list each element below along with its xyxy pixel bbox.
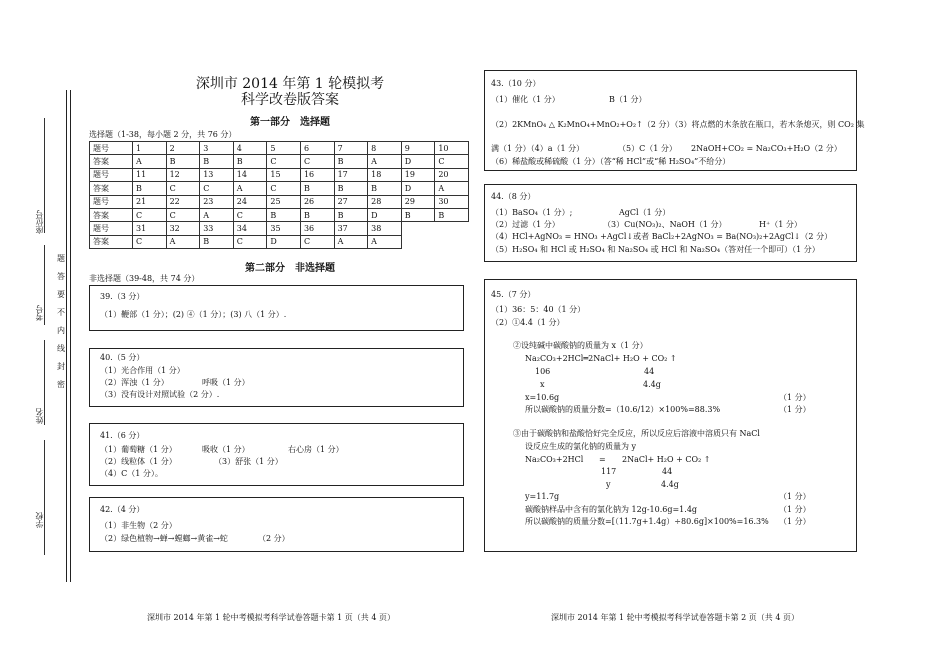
q45-result-x: x=10.6g (525, 393, 560, 402)
table-cell: C (267, 155, 301, 168)
table-cell: C (133, 235, 167, 248)
q39-heading: 39.（3 分） (100, 292, 145, 301)
table-cell: C (300, 235, 334, 248)
table-cell: B (166, 155, 200, 168)
table-cell: 9 (401, 142, 435, 155)
q41-heading: 41.（6 分） (100, 431, 145, 440)
table-cell: C (267, 182, 301, 195)
q44-answer-2a: （2）过滤（1 分） (491, 220, 560, 229)
table-cell: B (300, 182, 334, 195)
table-cell: B (334, 208, 368, 221)
seal-char: 要 (57, 290, 65, 299)
q40-answer-2a: （2）浑浊（1 分） (100, 378, 169, 387)
q44-answer-4: （5）H₂SO₄ 和 HCl 或 H₂SO₄ 和 Na₂SO₄ 或 HCl 和 Na₂SO₄（答对任一个即可）（1 分） (491, 245, 820, 254)
part2-title: 第二部分 非选择题 (245, 263, 335, 274)
table-cell: 20 (435, 168, 469, 181)
table-cell-empty (435, 222, 469, 235)
q42-answer-2a: （2）绿色植物→蝉→螳螂→黄雀→蛇 (100, 534, 228, 543)
answer-box-q41 (89, 423, 464, 486)
q45-percent-1: 所以碳酸钠的质量分数=（10.6/12）×100%=88.3% (525, 405, 721, 414)
seal-warning (56, 250, 66, 394)
table-cell: A (368, 235, 402, 248)
q45-nacl-mass: 碳酸钠样品中含有的氯化钠为 12g-10.6g=1.4g (525, 505, 698, 514)
q43-answer-4: （6）稀盐酸或稀硫酸（1 分）（答“稀 HCl”或“稀 H₂SO₄”不给分） (491, 157, 731, 166)
q41-answer-2a: （2）线粒体（1 分） (100, 457, 177, 466)
q45-score-3: （1 分） (779, 492, 811, 501)
table-cell: 答案 (90, 155, 133, 168)
q41-answer-1a: （1）葡萄糖（1 分） (100, 445, 177, 454)
q41-answer-3: （4）C（1 分）。 (100, 469, 163, 478)
table-cell: 22 (166, 195, 200, 208)
seal-char: 答 (57, 272, 65, 281)
q43-answer-1b: B（1 分） (609, 95, 647, 104)
answer-table (89, 141, 469, 249)
school-underline (44, 440, 45, 555)
q45-mass-106: 106 (535, 367, 551, 376)
table-cell: 14 (233, 168, 267, 181)
q40-answer-3: （3）没有设计对照试验（2 分）. (100, 390, 220, 399)
table-cell: C (300, 155, 334, 168)
binding-line-outer (66, 90, 67, 582)
q45-score-1: （1 分） (779, 393, 811, 402)
table-cell: A (200, 208, 234, 221)
binding-line-inner (70, 90, 71, 582)
q45-percent-2: 所以碳酸钠的质量分数=[（11.7g+1.4g）÷80.6g]×100%=16.3% (525, 517, 769, 526)
table-cell: A (233, 182, 267, 195)
q43-answer-3b: （5）C（1 分） (618, 144, 677, 153)
table-cell: C (200, 182, 234, 195)
table-cell: B (200, 155, 234, 168)
q45-var-x: x (540, 380, 545, 389)
table-cell-empty (435, 235, 469, 248)
q41-answer-2b: （3）舒张（1 分） (214, 457, 283, 466)
q45-score-5: （1 分） (779, 517, 811, 526)
exam-number-label: 考号 (35, 305, 44, 321)
table-cell: 23 (200, 195, 234, 208)
table-cell: B (300, 208, 334, 221)
table-cell: D (368, 208, 402, 221)
part2-note: 非选择题（39-48，共 74 分） (89, 274, 200, 283)
table-cell: B (334, 182, 368, 195)
table-row (90, 235, 469, 248)
table-cell-empty (401, 235, 435, 248)
table-cell: B (233, 155, 267, 168)
q43-heading: 43.（10 分） (491, 79, 541, 88)
q45-answer-2: （2）①4.4（1 分） (491, 318, 565, 327)
table-cell: 2 (166, 142, 200, 155)
q44-answer-1a: （1）BaSO₄（1 分）; (491, 208, 573, 217)
q45-mass-44: 44 (644, 367, 655, 376)
table-cell: 28 (368, 195, 402, 208)
table-cell: B (200, 235, 234, 248)
table-cell: 题号 (90, 168, 133, 181)
answer-box-q40 (89, 348, 464, 407)
q45-step2-setup: ②设纯碱中碳酸钠的质量为 x（1 分） (513, 341, 648, 350)
q45-result-y: y=11.7g (525, 492, 560, 501)
table-cell: A (435, 182, 469, 195)
q45-step3-line2: 设反应生成的氯化钠的质量为 y (525, 442, 637, 451)
seal-char: 不 (57, 308, 65, 317)
table-cell: 10 (435, 142, 469, 155)
table-cell: 8 (368, 142, 402, 155)
table-cell: 题号 (90, 195, 133, 208)
name-label: 姓名 (35, 408, 44, 424)
table-row (90, 208, 469, 221)
table-cell: 26 (300, 195, 334, 208)
q45-score-2: （1 分） (779, 405, 811, 414)
table-cell: C (233, 208, 267, 221)
q43-answer-3c: 2NaOH+CO₂ = Na₂CO₃+H₂O（2 分） (691, 144, 842, 153)
q44-answer-2b: （3）Cu(NO₃)₂、NaOH（1 分） (603, 220, 727, 229)
table-cell: 27 (334, 195, 368, 208)
table-cell: 38 (368, 222, 402, 235)
table-cell: 7 (334, 142, 368, 155)
table-cell: 答案 (90, 235, 133, 248)
table-cell: 29 (401, 195, 435, 208)
table-cell: B (267, 208, 301, 221)
table-row (90, 155, 469, 168)
q45-step3-line1: ③由于碳酸钠和盐酸恰好完全反应，所以反应后溶液中溶质只有 NaCl (513, 429, 760, 438)
table-cell: B (401, 208, 435, 221)
table-cell: 题号 (90, 222, 133, 235)
answer-box-q42 (89, 497, 464, 552)
q39-answer-1: （1）鞭部（1 分）；(2) ④（1 分）；(3) 八（1 分）. (100, 310, 287, 319)
q45-mass-117: 117 (601, 467, 617, 476)
q44-answer-3: （4）HCl+AgNO₃ = HNO₃ +AgCl↓或者 BaCl₂+2AgNO₃ = Ba(NO₃)₂+2AgCl↓（2 分） (491, 232, 833, 241)
table-cell: 13 (200, 168, 234, 181)
table-cell: 1 (133, 142, 167, 155)
table-row (90, 182, 469, 195)
table-row (90, 168, 469, 181)
table-cell: 32 (166, 222, 200, 235)
table-cell: C (166, 182, 200, 195)
footer-page-2: 深圳市 2014 年第 1 轮中考模拟考科学试卷答题卡第 2 页（共 4 页） (551, 613, 799, 622)
part1-title: 第一部分 选择题 (250, 117, 330, 128)
page-subtitle: 科学改卷版答案 (241, 92, 339, 108)
table-cell: 18 (368, 168, 402, 181)
seal-char: 内 (57, 326, 65, 335)
table-cell: 题号 (90, 142, 133, 155)
seal-char: 线 (57, 344, 65, 353)
q40-answer-1: （1）光合作用（1 分） (100, 366, 185, 375)
table-cell: 25 (267, 195, 301, 208)
table-cell: 4 (233, 142, 267, 155)
table-cell-empty (401, 222, 435, 235)
table-cell: 5 (267, 142, 301, 155)
table-cell: B (435, 208, 469, 221)
table-row (90, 195, 469, 208)
part1-note: 选择题（1-38，每小题 2 分，共 76 分） (89, 130, 237, 139)
table-cell: 17 (334, 168, 368, 181)
table-cell: A (166, 235, 200, 248)
table-cell: 37 (334, 222, 368, 235)
q44-answer-2c: H⁺（1 分） (759, 220, 802, 229)
q45-equation-2c: 2NaCl+ H₂O + CO₂ ↑ (622, 455, 711, 464)
q43-answer-3a: 满（1 分）（4）a（1 分） (491, 144, 585, 153)
table-cell: 答案 (90, 182, 133, 195)
table-cell: A (133, 155, 167, 168)
table-cell: C (166, 208, 200, 221)
seal-char: 密 (57, 380, 65, 389)
table-row (90, 222, 469, 235)
table-cell: B (368, 182, 402, 195)
page-title: 深圳市 2014 年第 1 轮模拟考 (195, 76, 385, 92)
table-cell: B (334, 155, 368, 168)
q45-answer-1: （1）36：5：40（1 分） (491, 305, 586, 314)
q45-value-4-4g-b: 4.4g (661, 480, 679, 489)
table-cell: 24 (233, 195, 267, 208)
footer-page-1: 深圳市 2014 年第 1 轮中考模拟考科学试卷答题卡第 1 页（共 4 页） (147, 613, 395, 622)
table-cell: 16 (300, 168, 334, 181)
table-cell: C (435, 155, 469, 168)
table-cell: D (267, 235, 301, 248)
q45-value-4-4g: 4.4g (643, 380, 661, 389)
table-cell: 36 (300, 222, 334, 235)
q45-equation-2b: = (599, 455, 606, 464)
table-cell: A (334, 235, 368, 248)
table-cell: D (401, 182, 435, 195)
table-cell: 3 (200, 142, 234, 155)
q44-heading: 44.（8 分） (491, 192, 536, 201)
exam-number-underline (44, 245, 45, 325)
q40-heading: 40.（5 分） (100, 353, 145, 362)
table-cell: 35 (267, 222, 301, 235)
table-cell: 6 (300, 142, 334, 155)
table-cell: 30 (435, 195, 469, 208)
q42-heading: 42.（4 分） (100, 505, 145, 514)
q40-answer-2b: 呼吸（1 分） (202, 378, 250, 387)
table-row (90, 142, 469, 155)
q42-answer-2b: （2 分） (258, 534, 290, 543)
table-cell: B (133, 182, 167, 195)
q43-answer-2: （2）2KMnO₄ △ K₂MnO₄+MnO₂+O₂↑（2 分）（3）将点燃的木条放在瓶口，若木条熄灭，则 CO₂ 集 (491, 120, 865, 129)
seal-char: 题 (57, 254, 65, 263)
q45-equation-1: Na₂CO₃+2HCl═2NaCl+ H₂O + CO₂ ↑ (525, 354, 677, 363)
table-cell: C (133, 208, 167, 221)
q45-score-4: （1 分） (779, 505, 811, 514)
table-cell: C (233, 235, 267, 248)
table-cell: 19 (401, 168, 435, 181)
q45-equation-2a: Na₂CO₃+2HCl (525, 455, 584, 464)
q45-var-y: y (606, 480, 611, 489)
table-cell: A (368, 155, 402, 168)
answer-box-q45 (484, 279, 857, 552)
table-cell: 15 (267, 168, 301, 181)
seat-number-label: 座位号 (35, 210, 44, 234)
table-cell: D (401, 155, 435, 168)
name-underline (44, 340, 45, 425)
q42-answer-1: （1）非生物（2 分） (100, 521, 177, 530)
q45-mass-44b: 44 (662, 467, 673, 476)
q44-answer-1b: AgCl（1 分） (619, 208, 671, 217)
seat-number-underline (44, 118, 45, 233)
q41-answer-1b: 吸收（1 分） (202, 445, 250, 454)
table-cell: 答案 (90, 208, 133, 221)
table-cell: 11 (133, 168, 167, 181)
q45-heading: 45.（7 分） (491, 290, 536, 299)
school-label: 学校 (35, 512, 44, 528)
answer-box-q44 (484, 184, 857, 262)
q41-answer-1c: 右心房（1 分） (288, 445, 344, 454)
table-cell: 31 (133, 222, 167, 235)
table-cell: 34 (233, 222, 267, 235)
seal-char: 封 (57, 362, 65, 371)
q43-answer-1a: （1）催化（1 分） (491, 95, 560, 104)
table-cell: 12 (166, 168, 200, 181)
table-cell: 33 (200, 222, 234, 235)
table-cell: 21 (133, 195, 167, 208)
answer-box-q39 (89, 285, 464, 331)
answer-box-q43 (484, 70, 865, 171)
